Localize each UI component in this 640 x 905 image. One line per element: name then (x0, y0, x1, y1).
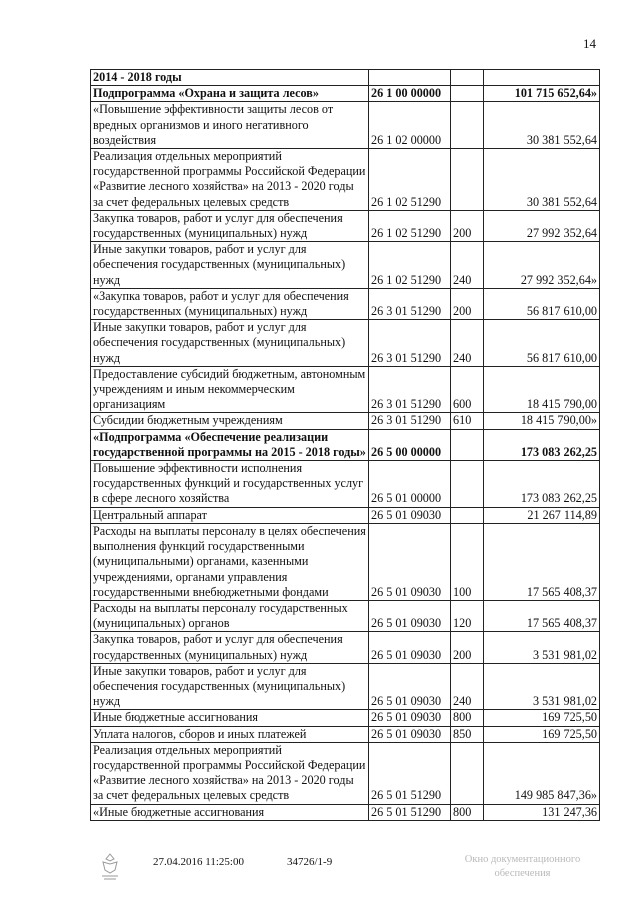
stamp-line-2: обеспечения (494, 868, 551, 879)
row-amount: 3 531 981,02 (484, 663, 600, 710)
row-amount: 131 247,36 (484, 804, 600, 820)
row-amount: 30 381 552,64 (484, 102, 600, 149)
budget-table (90, 69, 600, 821)
row-amount: 18 415 790,00» (484, 413, 600, 429)
table-row (91, 86, 600, 102)
row-name: Иные закупки товаров, работ и услуг для обеспечения государственных (муниципальных) нужд (91, 242, 369, 289)
row-type: 850 (451, 726, 484, 742)
row-type (451, 429, 484, 460)
row-type: 100 (451, 523, 484, 600)
row-amount: 56 817 610,00 (484, 288, 600, 319)
row-amount: 149 985 847,36» (484, 742, 600, 804)
row-code: 26 3 01 51290 (369, 366, 451, 413)
emblem-icon (98, 852, 122, 882)
table-row (91, 600, 600, 631)
row-type: 610 (451, 413, 484, 429)
row-name: Расходы на выплаты персоналу государственных (муниципальных) органов (91, 600, 369, 631)
row-code: 26 5 01 09030 (369, 726, 451, 742)
row-code: 26 3 01 51290 (369, 320, 451, 367)
table-row (91, 149, 600, 211)
row-code (369, 70, 451, 86)
row-name: Закупка товаров, работ и услуг для обеспечения государственных (муниципальных) нужд (91, 632, 369, 663)
row-name: Иные бюджетные ассигнования (91, 710, 369, 726)
row-name: Подпрограмма «Охрана и защита лесов» (91, 86, 369, 102)
table-row (91, 742, 600, 804)
table-row (91, 632, 600, 663)
row-name: Предоставление субсидий бюджетным, автономным учреждениям и иным некоммерческим организациям (91, 366, 369, 413)
row-code: 26 5 01 09030 (369, 523, 451, 600)
table-row (91, 804, 600, 820)
row-type (451, 742, 484, 804)
footer-datetime: 27.04.2016 11:25:00 (153, 856, 244, 868)
table-row (91, 726, 600, 742)
row-name: «Закупка товаров, работ и услуг для обеспечения государственных (муниципальных) нужд (91, 288, 369, 319)
row-code: 26 5 00 00000 (369, 429, 451, 460)
row-name: Субсидии бюджетным учреждениям (91, 413, 369, 429)
row-name: Повышение эффективности исполнения государственных функций и государственных услуг в сфере лесного хозяйства (91, 461, 369, 508)
row-type (451, 507, 484, 523)
row-code: 26 1 02 51290 (369, 242, 451, 289)
row-code: 26 3 01 51290 (369, 413, 451, 429)
row-type (451, 149, 484, 211)
table-row (91, 663, 600, 710)
footer-doc-number: 34726/1-9 (287, 856, 333, 868)
row-name: Закупка товаров, работ и услуг для обеспечения государственных (муниципальных) нужд (91, 210, 369, 241)
row-amount: 101 715 652,64» (484, 86, 600, 102)
row-amount: 169 725,50 (484, 726, 600, 742)
row-name: Реализация отдельных мероприятий государственной программы Российской Федерации «Развитие лесного хозяйства» на 2013 - 2020 годы за счет федеральных целевых средств (91, 149, 369, 211)
row-type: 600 (451, 366, 484, 413)
page-number: 14 (583, 36, 596, 51)
row-code: 26 1 02 51290 (369, 149, 451, 211)
row-type: 800 (451, 710, 484, 726)
row-name: Центральный аппарат (91, 507, 369, 523)
table-row (91, 70, 600, 86)
row-code: 26 5 01 00000 (369, 461, 451, 508)
row-name: Уплата налогов, сборов и иных платежей (91, 726, 369, 742)
table-row (91, 102, 600, 149)
row-type (451, 102, 484, 149)
row-name: Реализация отдельных мероприятий государственной программы Российской Федерации «Развитие лесного хозяйства» на 2013 - 2020 годы за счет федеральных целевых средств (91, 742, 369, 804)
row-name: «Повышение эффективности защиты лесов от вредных организмов и иного негативного воздействия (91, 102, 369, 149)
table-row (91, 288, 600, 319)
row-type: 120 (451, 600, 484, 631)
row-type: 240 (451, 663, 484, 710)
row-amount: 56 817 610,00 (484, 320, 600, 367)
row-amount: 27 992 352,64 (484, 210, 600, 241)
row-code: 26 5 01 51290 (369, 804, 451, 820)
row-type (451, 461, 484, 508)
row-type (451, 86, 484, 102)
row-type: 200 (451, 210, 484, 241)
row-amount: 17 565 408,37 (484, 600, 600, 631)
budget-table-body (91, 70, 600, 821)
row-type (451, 70, 484, 86)
table-row (91, 461, 600, 508)
table-row (91, 366, 600, 413)
row-type: 200 (451, 288, 484, 319)
table-row (91, 320, 600, 367)
row-name: «Иные бюджетные ассигнования (91, 804, 369, 820)
row-code: 26 5 01 51290 (369, 742, 451, 804)
row-name: 2014 - 2018 годы (91, 70, 369, 86)
row-code: 26 5 01 09030 (369, 507, 451, 523)
row-amount: 17 565 408,37 (484, 523, 600, 600)
row-amount: 173 083 262,25 (484, 461, 600, 508)
row-amount: 30 381 552,64 (484, 149, 600, 211)
row-name: Иные закупки товаров, работ и услуг для обеспечения государственных (муниципальных) нужд (91, 663, 369, 710)
office-stamp (450, 853, 595, 881)
table-row (91, 429, 600, 460)
table-row (91, 710, 600, 726)
row-name: Расходы на выплаты персоналу в целях обеспечения выполнения функций государственными (муниципальными) органами, казенными учреждениями, органами управления государственными внебюджетными фондами (91, 523, 369, 600)
row-amount: 169 725,50 (484, 710, 600, 726)
row-name: Иные закупки товаров, работ и услуг для обеспечения государственных (муниципальных) нужд (91, 320, 369, 367)
row-amount: 21 267 114,89 (484, 507, 600, 523)
row-code: 26 1 02 51290 (369, 210, 451, 241)
row-type: 240 (451, 242, 484, 289)
table-row (91, 523, 600, 600)
table-row (91, 242, 600, 289)
table-row (91, 413, 600, 429)
row-code: 26 5 01 09030 (369, 663, 451, 710)
row-code: 26 5 01 09030 (369, 600, 451, 631)
row-name: «Подпрограмма «Обеспечение реализации государственной программы на 2015 - 2018 годы» (91, 429, 369, 460)
row-code: 26 5 01 09030 (369, 710, 451, 726)
row-code: 26 5 01 09030 (369, 632, 451, 663)
row-amount: 173 083 262,25 (484, 429, 600, 460)
row-amount: 18 415 790,00 (484, 366, 600, 413)
row-type: 800 (451, 804, 484, 820)
table-row (91, 507, 600, 523)
row-code: 26 1 02 00000 (369, 102, 451, 149)
row-code: 26 1 00 00000 (369, 86, 451, 102)
row-amount: 27 992 352,64» (484, 242, 600, 289)
row-amount: 3 531 981,02 (484, 632, 600, 663)
row-amount (484, 70, 600, 86)
table-row (91, 210, 600, 241)
stamp-line-1: Окно документационного (464, 854, 581, 865)
row-type: 200 (451, 632, 484, 663)
row-type: 240 (451, 320, 484, 367)
row-code: 26 3 01 51290 (369, 288, 451, 319)
